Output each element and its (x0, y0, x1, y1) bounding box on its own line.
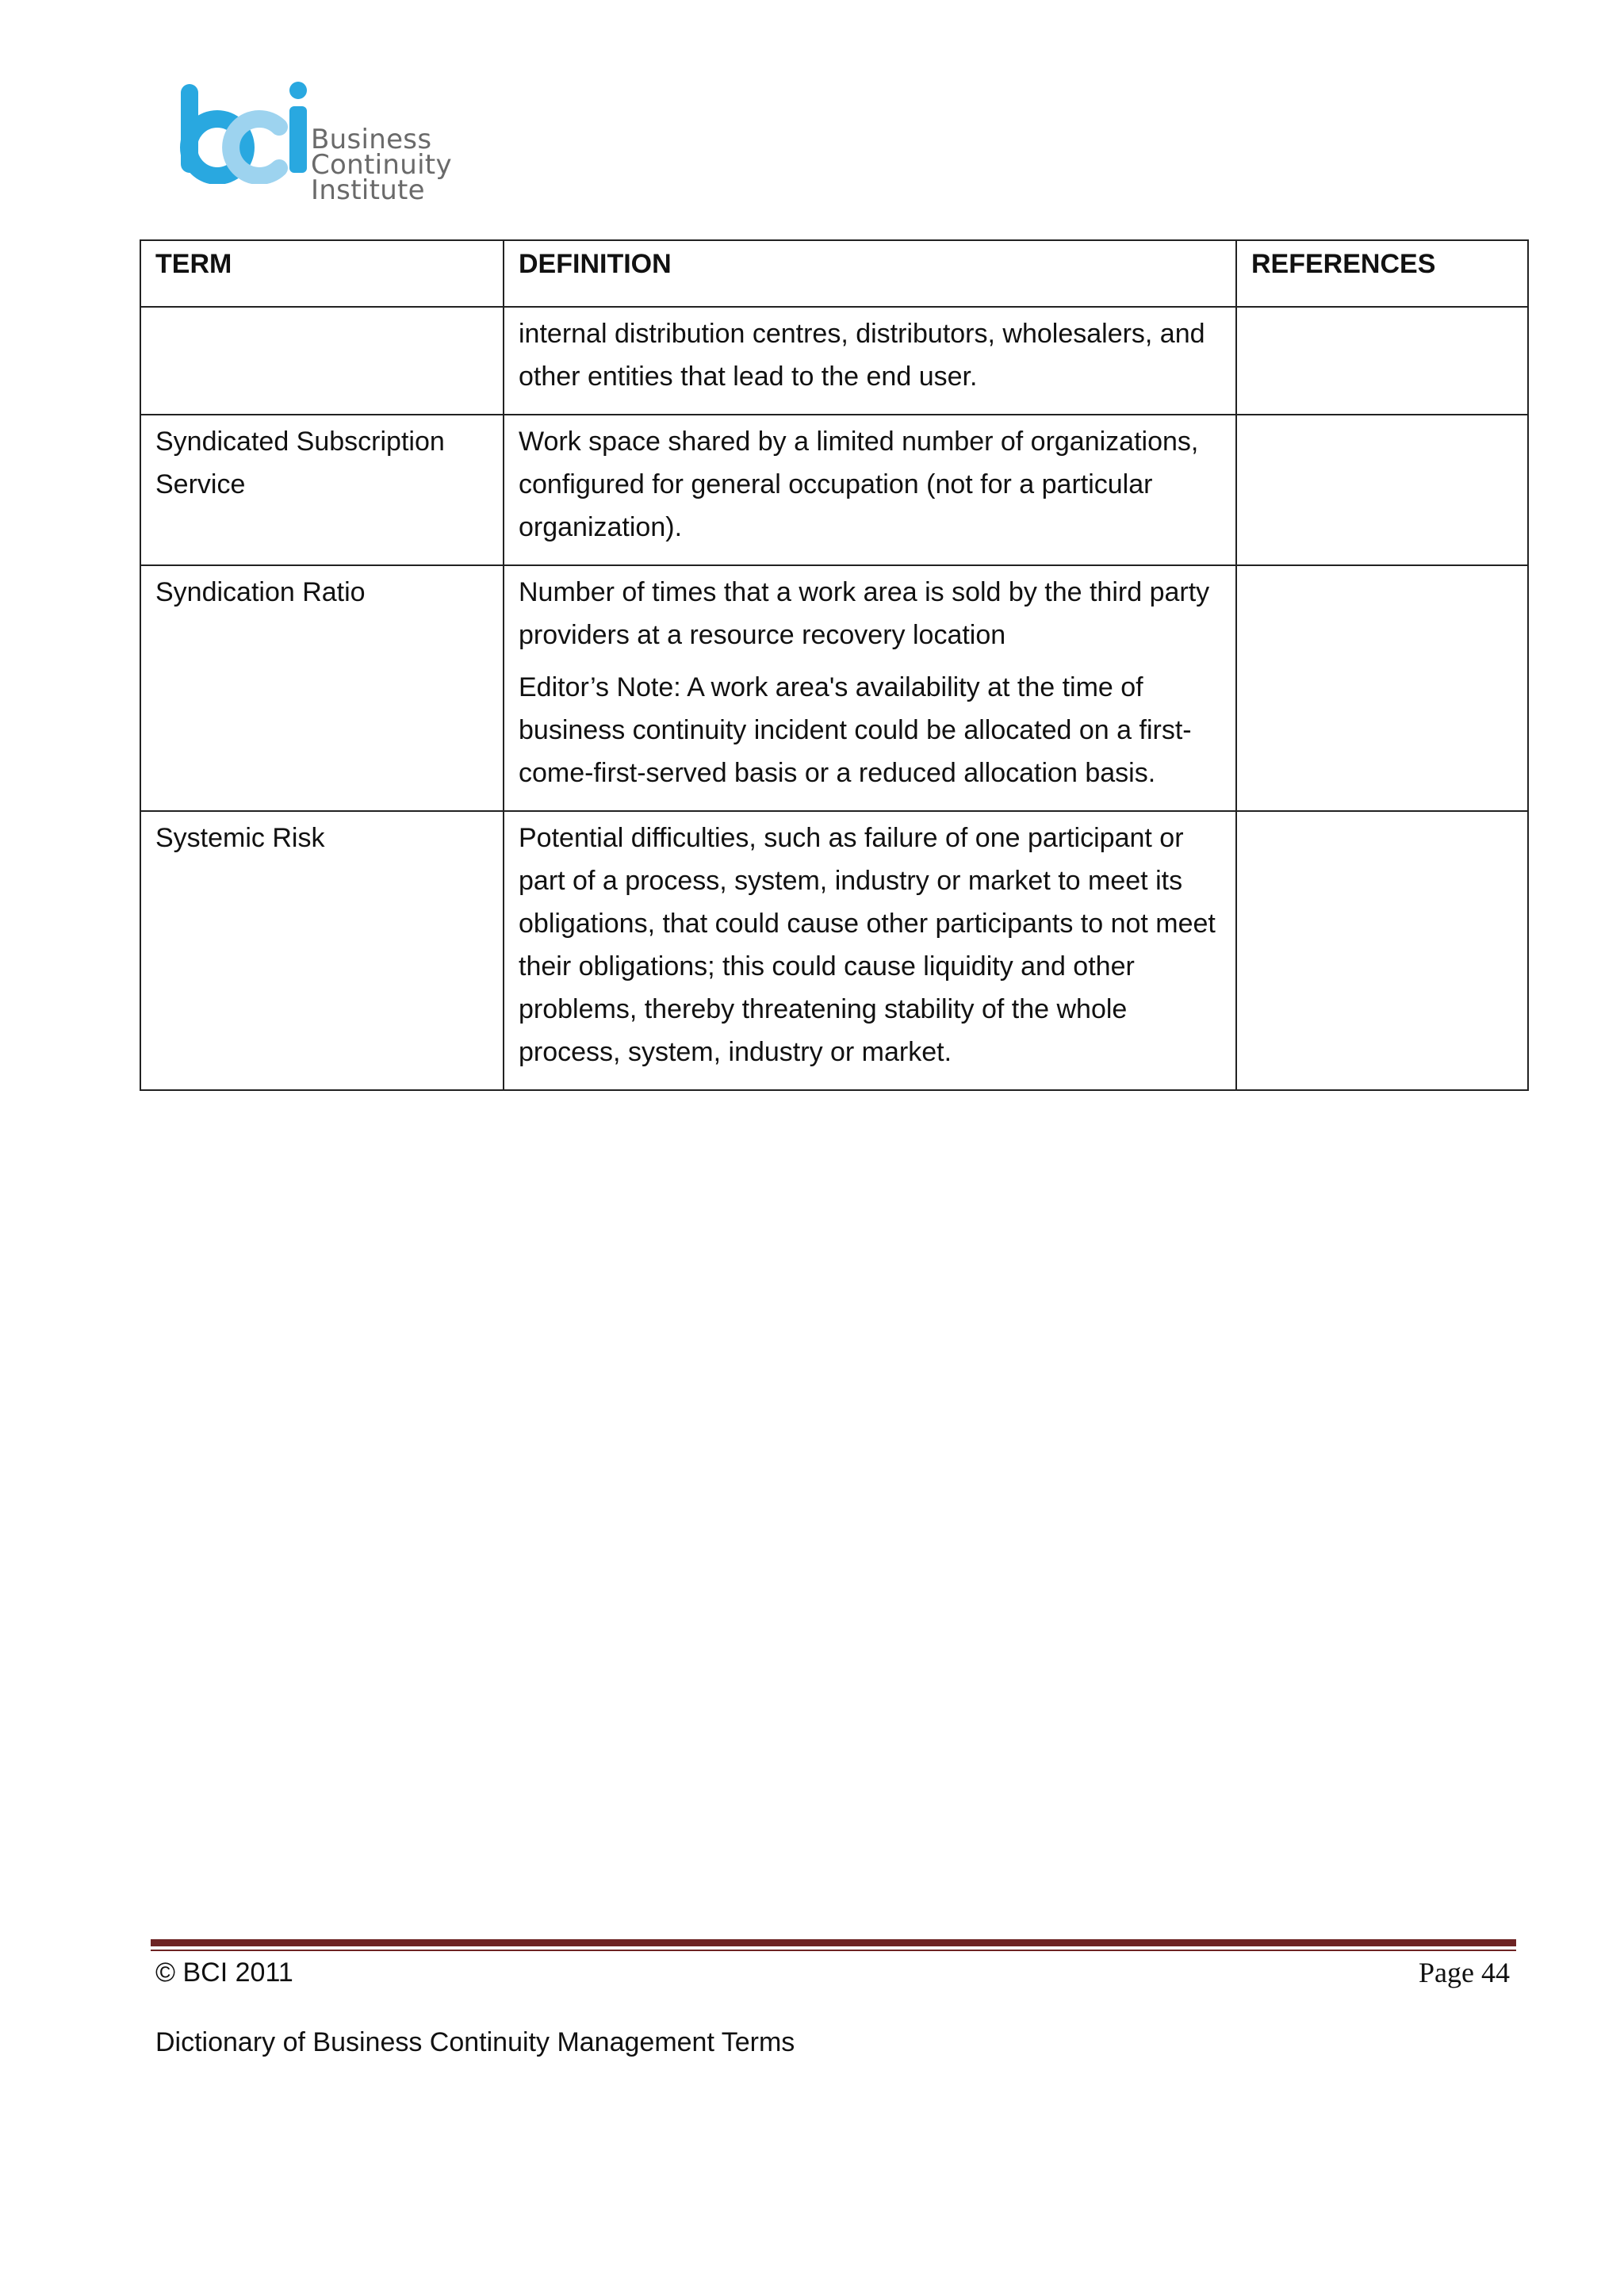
editors-note-text: Editor’s Note: A work area's availability at the time of business continuity incident could be allocated on a first-come-first-served basis or a reduced allocation basis. (519, 672, 1192, 788)
bci-logo (179, 81, 560, 206)
references-cell (1236, 415, 1528, 565)
bci-logo-mark-icon (179, 81, 314, 184)
footer-divider-thick (151, 1939, 1516, 1946)
logo-wordmark (311, 124, 560, 206)
references-cell (1236, 307, 1528, 415)
logo-line-1: Business Continuity (311, 124, 452, 181)
logo-line-2: Institute (311, 174, 425, 206)
table-row (140, 307, 1528, 415)
references-cell (1236, 811, 1528, 1090)
definition-text: Work space shared by a limited number of organizations, configured for general occupation (not for a particular organization). (519, 427, 1199, 542)
term-cell: Syndication Ratio (140, 565, 504, 811)
footer-divider-thin (151, 1950, 1516, 1951)
definition-cell (504, 811, 1236, 1090)
footer-copyright: © BCI 2011 (155, 1957, 293, 1988)
definition-text: internal distribution centres, distributors, wholesalers, and other entities that lead to the end user. (519, 319, 1205, 392)
terms-table (140, 239, 1529, 1091)
definition-cell (504, 307, 1236, 415)
term-cell: Syndicated Subscription Service (140, 415, 504, 565)
table-row (140, 565, 1528, 811)
footer-page-number: Page 44 (1419, 1957, 1510, 1988)
references-cell (1236, 565, 1528, 811)
header-definition: DEFINITION (504, 240, 1236, 307)
definition-cell (504, 565, 1236, 811)
table-row (140, 415, 1528, 565)
definition-cell (504, 415, 1236, 565)
term-cell (140, 307, 504, 415)
definition-text: Potential difficulties, such as failure of one participant or part of a process, system, industry or market to meet its obligations, that could cause other participants to not meet their obligations; this could cause liquidity and other problems, thereby threatening stability of the whole process, system, industry or market. (519, 823, 1216, 1067)
table-row (140, 811, 1528, 1090)
table-header-row (140, 240, 1528, 307)
header-term: TERM (140, 240, 504, 307)
header-references: REFERENCES (1236, 240, 1528, 307)
term-cell: Systemic Risk (140, 811, 504, 1090)
definition-text: Number of times that a work area is sold by the third party providers at a resource recovery location (519, 577, 1210, 650)
footer-document-title: Dictionary of Business Continuity Management Terms (155, 2027, 795, 2057)
